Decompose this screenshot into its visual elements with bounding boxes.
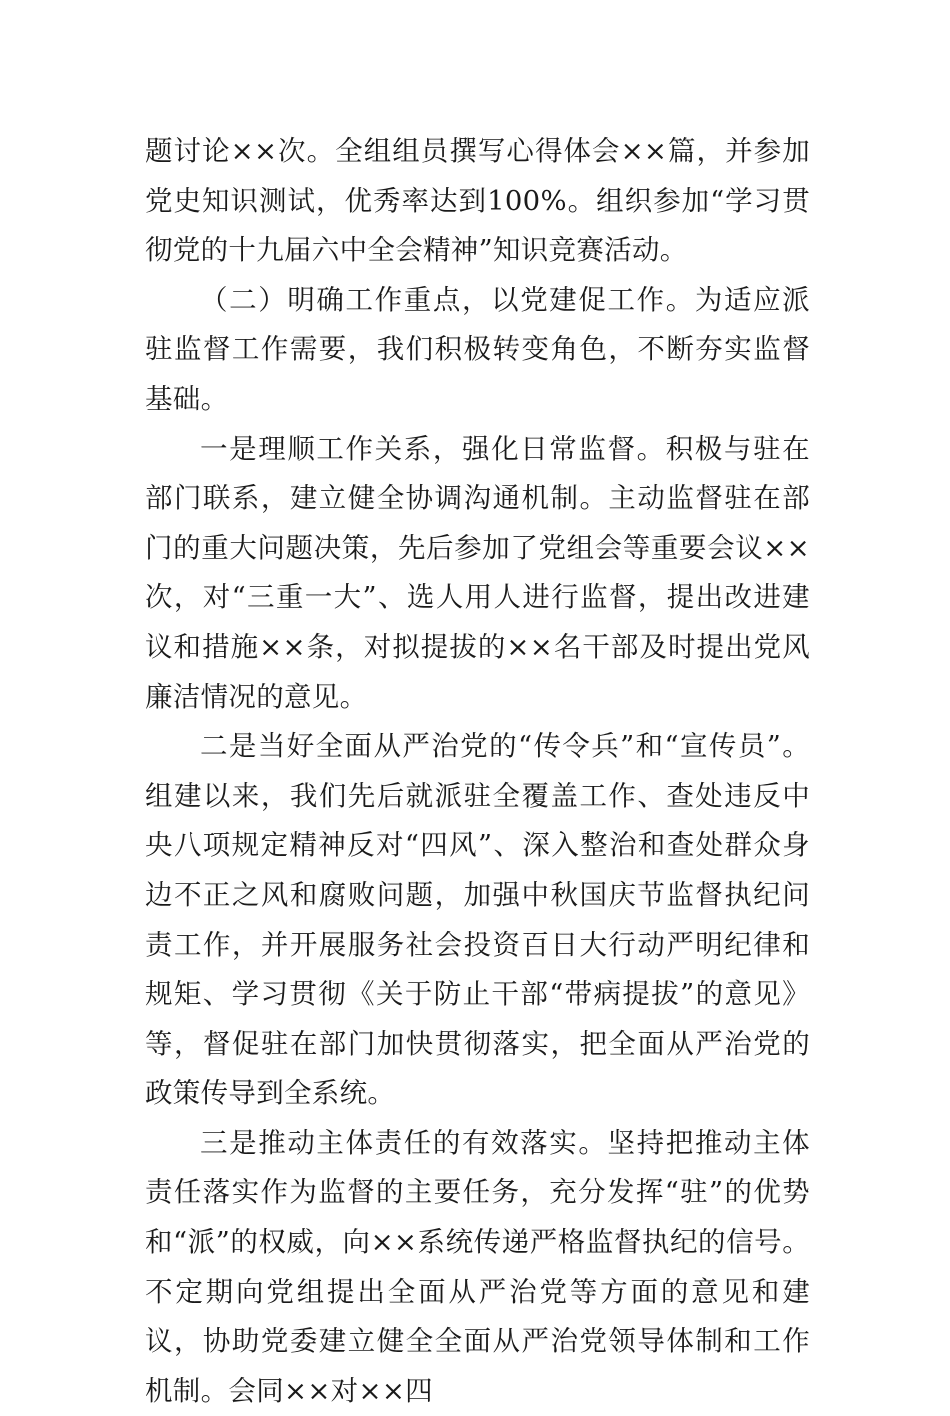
document-body (145, 127, 810, 1416)
paragraph-continuation: 题讨论××次。全组组员撰写心得体会××篇，并参加党史知识测试，优秀率达到100%。组织参加“学习贯彻党的十九届六中全会精神”知识竞赛活动。 (145, 135, 810, 267)
paragraph-point-two: 二是当好全面从严治党的“传令兵”和“宣传员”。组建以来，我们先后就派驻全覆盖工作、查处违反中央八项规定精神反对“四风”、深入整治和查处群众身边不正之风和腐败问题，加强中秋国庆节监督执纪问责工作，并开展服务社会投资百日大行动严明纪律和规矩、学习贯彻《关于防止干部“带病提拔”的意见》等，督促驻在部门加快贯彻落实，把全面从严治党的政策传导到全系统。 (145, 730, 810, 1110)
paragraph-point-one: 一是理顺工作关系，强化日常监督。积极与驻在部门联系，建立健全协调沟通机制。主动监督驻在部门的重大问题决策，先后参加了党组会等重要会议××次，对“三重一大”、选人用人进行监督，提出改进建议和措施××条，对拟提拔的××名干部及时提出党风廉洁情况的意见。 (145, 432, 810, 713)
paragraph-section-two: （二）明确工作重点，以党建促工作。为适应派驻监督工作需要，我们积极转变角色，不断夯实监督基础。 (145, 283, 810, 415)
paragraph-point-three: 三是推动主体责任的有效落实。坚持把推动主体责任落实作为监督的主要任务，充分发挥“驻”的优势和“派”的权威，向××系统传递严格监督执纪的信号。不定期向党组提出全面从严治党等方面的意见和建议，协助党委建立健全全面从严治党领导体制和工作机制。会同××对××四 (145, 1126, 810, 1407)
